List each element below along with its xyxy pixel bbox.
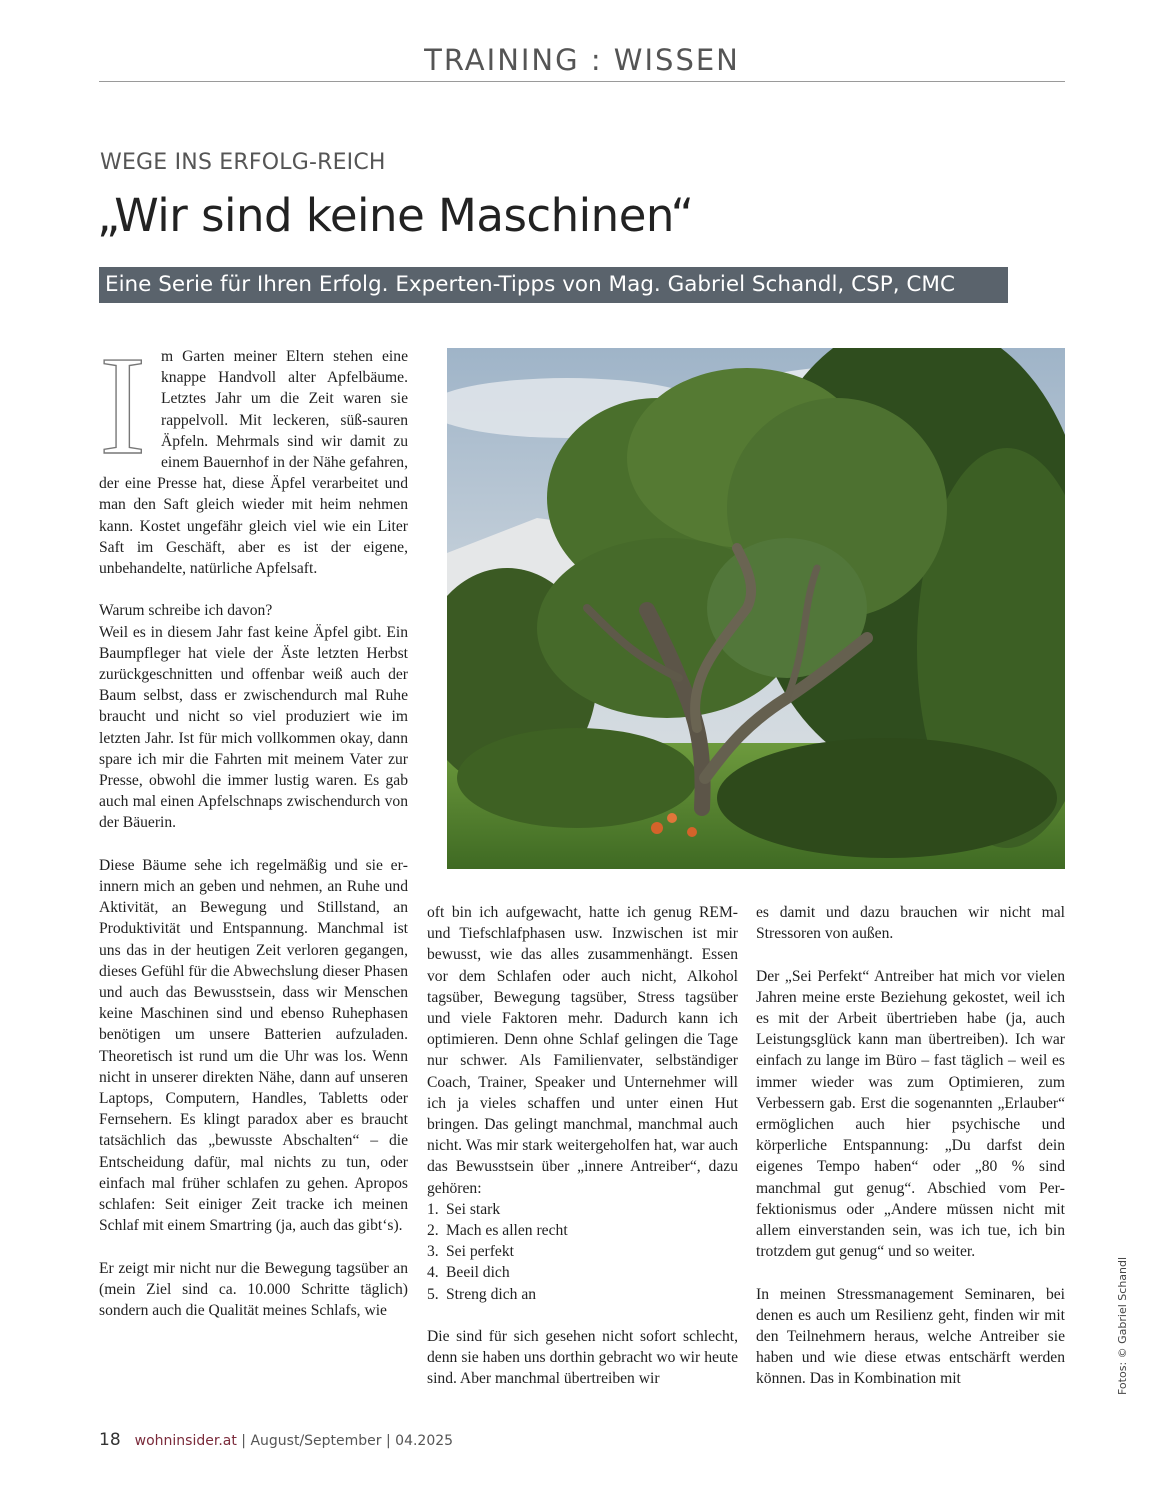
article-kicker: WEGE INS ERFOLG-REICH — [100, 150, 386, 175]
header-divider — [99, 81, 1065, 82]
footer-issue: | August/September | 04.2025 — [236, 1433, 454, 1449]
list-item: 1. Sei stark — [427, 1200, 501, 1218]
text-column-1 — [99, 326, 408, 1321]
apple-tree-photo — [447, 348, 1065, 869]
list-item: 2. Mach es allen recht — [427, 1222, 568, 1240]
paragraph-7: es damit und dazu brauchen wir nicht mal Stressoren von außen. — [756, 904, 1065, 943]
intro-text: m Garten meiner Eltern stehen eine knappe Handvoll alter Apfelbäume. Letztes Jahr um die Zeit waren sie rappelvoll. Mit leckeren, süß-sauren Äpfeln. Mehrmals sind wir damit zu einem Bauernhof in der Nähe gefahren, der eine Presse hat, diese Äpfel verarbeitet und man den Saft gleich wieder mit heim nehmen kann. Kostet ungefähr gleich viel wie ein Liter Saft im Geschäft, aber es ist der eigene, unbehandelte, natürliche Apfelsaft. — [99, 348, 408, 578]
paragraph-6: Die sind für sich gesehen nicht sofort schlecht, denn sie haben uns dorthin gebracht wo wir heute sind. Aber manchmal übertreiben wir — [427, 1327, 738, 1388]
list-item: 4. Beeil dich — [427, 1264, 510, 1282]
question-line: Warum schreibe ich davon? — [99, 602, 273, 620]
paragraph-2: Weil es in diesem Jahr fast keine Äpfel gibt. Ein Baumpfleger hat viele der Äste letzten Herbst zurückgeschnitten und offenbar weiß auch der Baum selbst, dass er zwischendurch mal Ruhe braucht und nicht so viel produziert wie im letzten Jahr. Ist für mich vollkommen okay, dann spare ich mir die Fahrten mit meinem Vater zur Presse, obwohl die immer lustig waren. Es gab auch mal einen Apfelschnaps zwischendurch von der Bäuerin. — [99, 623, 408, 832]
list-item: 5. Streng dich an — [427, 1285, 537, 1303]
series-banner: Eine Serie für Ihren Erfolg. Experten-Tipps von Mag. Gabriel Schandl, CSP, CMC — [99, 267, 1008, 303]
page-number: 18 — [99, 1430, 121, 1450]
paragraph-9: In meinen Stressmanagement Seminaren, bei denen es auch um Resilienz geht, finden wir mit den Teilnehmern heraus, welche Antreiber sie haben und wie diese etwas entschärft werden können. Das in Kombination mit — [756, 1285, 1065, 1388]
list-item: 3. Sei perfekt — [427, 1243, 514, 1261]
intro-paragraph — [99, 326, 408, 579]
text-column-3 — [756, 902, 1065, 1390]
paragraph-8: Der „Sei Perfekt“ Antreiber hat mich vor vielen Jahren meine erste Beziehung gekostet, weil ich es mit der Arbeit übertrieben habe (ja, auch Leistungsglück kann man übertreiben). Ich war einfach zu lange im Büro – fast täglich – weil es immer wieder was zum Optimieren, zum Verbessern gab. Erst die sogenannten „Erlauber“ ermöglichen auch hier psychische und körperliche Entspannung: „Du darfst dein eigenes Tempo haben“ oder „80 % sind manchmal gut genug“. Abschied vom Perfektionismus oder „Andere müssen nicht mit allem einverstanden sein, was ich tue, ich bin trotzdem gut genug“ und so weiter. — [756, 967, 1065, 1261]
page-footer — [99, 1430, 453, 1450]
drivers-list — [427, 1199, 738, 1305]
photo-credit: Fotos: © Gabriel Schandl — [1116, 1256, 1129, 1395]
apple-tree-garden-photo — [447, 348, 1065, 869]
dropcap: I — [99, 326, 147, 484]
paragraph-3: Diese Bäume sehe ich regelmäßig und sie erinnern mich an geben und nehmen, an Ruhe und Aktivität, an Bewegung und Stillstand, an Produktivität und Entspannung. Manchmal ist uns das in der heutigen Zeit verloren gegangen, dieses Gefühl für die Abwechslung dieser Phasen und auch das Bewusstsein, dass wir Menschen keine Maschinen sind und ebenso Ruhephasen benötigen um unsere Batterien aufzuladen. Theoretisch ist rund um die Uhr was los. Wenn nicht in unserer direkten Nähe, dann auf unseren Laptops, Computern, Handles, Tabletts oder Fernsehern. Es klingt paradox aber es braucht tatsächlich das „bewusste Abschalten“ – die Entscheidung dafür, mal nichts zu tun, oder einfach mal früher schlafen zu gehen. Apropos schlafen: Seit einiger Zeit tracke ich meinen Schlaf mit einem Smartring (ja, auch das gibt‘s). — [99, 856, 408, 1235]
paragraph-5: oft bin ich aufgewacht, hatte ich genug REM- und Tiefschlafphasen usw. Inzwischen ist mir bewusst, wie das alles zusammenhängt. Essen vor dem Schlafen oder auch nicht, Alkohol tagsüber, Bewegung tagsüber, Stress tagsüber und viele Faktoren mehr. Dadurch kann ich optimieren. Denn ohne Schlaf gelingen die Tage nur schwer. Als Familienvater, selbständiger Coach, Trainer, Speaker und Unternehmer will ich ja vieles schaffen und unter einen Hut bringen. Das gelingt manchmal, manchmal auch nicht. Was mir stark weitergeholfen hat, war auch das Bewusstsein über „innere Antreiber“, dazu gehören: — [427, 904, 738, 1197]
footer-source-link[interactable]: wohninsider.at — [134, 1433, 237, 1449]
article-headline: „Wir sind keine Maschinen“ — [97, 189, 694, 242]
section-header: TRAINING : WISSEN — [424, 43, 740, 77]
paragraph-4: Er zeigt mir nicht nur die Bewegung tagsüber an (mein Ziel sind ca. 10.000 Schritte täglich) sondern auch die Qualität meines Schlafs, wie — [99, 1259, 408, 1320]
text-column-2 — [427, 902, 738, 1389]
